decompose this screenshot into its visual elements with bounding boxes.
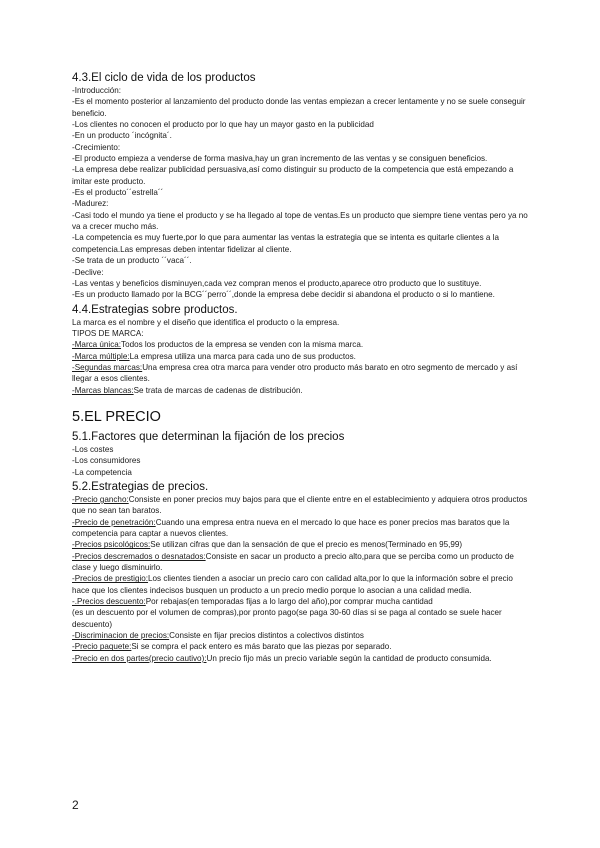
definition: Consiste en sacar un producto a precio alto,para que se perciba como un producto de clase y luego disminuirlo. [72, 551, 514, 573]
definition: Consiste en poner precios muy bajos para que el cliente entre en el establecimiento y adquiera otros productos que no sean tan baratos. [72, 494, 528, 516]
definition-item [72, 596, 532, 607]
definition: Se utilizan cifras que dan la sensación de que el precio es menos(Terminado en 95,99) [150, 540, 463, 550]
term: -Precio de penetración: [72, 517, 156, 527]
definition-item [72, 653, 532, 664]
text-line: -Crecimiento: [72, 142, 121, 152]
definition-item [72, 494, 532, 517]
term: -Marcas blancas: [72, 385, 134, 395]
paragraph: La marca es el nombre y el diseño que identifica el producto o la empresa. [72, 317, 340, 327]
definition-item [72, 539, 532, 550]
text-line: -En un producto ´incógnita´. [72, 131, 172, 141]
definition-item [72, 351, 532, 362]
definition: Por rebajas(en temporadas fijas a lo largo del año),por comprar mucha cantidad [145, 597, 433, 607]
text-line: -La competencia es muy fuerte,por lo que para aumentar las ventas la estrategia que se intenta es quitarle clientes a la competencia.Las empresas deben intentar fidelizar al cliente. [72, 233, 499, 254]
term: -Marca única: [72, 340, 122, 350]
text-line: -Casi todo el mundo ya tiene el producto y se ha llegado al tope de ventas.Es un producto que siempre tiene ventas pero ya no va a crecer mucho más. [72, 210, 528, 232]
chapter-title: 5.EL PRECIO [72, 408, 161, 425]
term: -Precio en dos partes(precio cautivo): [72, 653, 207, 663]
definition-item [72, 630, 532, 641]
text-line: -Las ventas y beneficios disminuyen,cada vez compran menos el producto,aparece otro producto que lo sustituye. [72, 278, 482, 288]
text-line: -La empresa debe realizar publicidad persuasiva,así como distinguir su producto de la competencia que está empezando a imitar este producto. [72, 165, 514, 186]
definition: Un precio fijo más un precio variable según la cantidad de producto consumida. [206, 653, 492, 663]
definition-item [72, 339, 532, 350]
definition: Una empresa crea otra marca para vender otro producto más barato en otro segmento de mercado y así llegar a esos clientes. [72, 362, 518, 384]
text-line: -Es el producto´´estrella´´ [72, 188, 164, 198]
text-line: -Es el momento posterior al lanzamiento del producto donde las ventas empiezan a crecer lentamente y no se suele conseguir beneficio. [72, 97, 526, 118]
definition: Se trata de marcas de cadenas de distribución. [133, 385, 303, 395]
term: -Precios psicológicos: [72, 540, 151, 550]
definition: Si se compra el pack entero es más barato que las piezas por separado. [131, 642, 392, 652]
text-line: -Introducción: [72, 86, 122, 95]
definition-item [72, 385, 532, 396]
term: -Precio gancho: [72, 494, 129, 504]
term: -Precios descremados o desnatados: [72, 551, 206, 561]
definition: Todos los productos de la empresa se venden con la misma marca. [121, 340, 364, 350]
section-heading: 4.3.El ciclo de vida de los productos [72, 72, 256, 84]
text-line: -Los consumidores [72, 456, 141, 466]
definition: Consiste en fijar precios distintos a colectivos distintos [169, 631, 364, 641]
text-line: -Se trata de un producto ´´vaca´´. [72, 256, 192, 266]
term: -Marca múltiple: [72, 351, 130, 361]
text-line: (es un descuento por el volumen de compras),por pronto pago(se paga 30-60 días si se paga al contado se suele hacer descuento) [72, 608, 502, 629]
text-line: -La competencia [72, 467, 132, 477]
definition-item [72, 517, 532, 540]
term: -Segundas marcas: [72, 362, 143, 372]
text-line: -Los costes [72, 444, 114, 454]
text-line: -Declive: [72, 267, 104, 277]
section-body [72, 444, 532, 478]
section-heading: 5.1.Factores que determinan la fijación de los precios [72, 430, 345, 443]
section-body [72, 85, 532, 301]
page-content [72, 71, 532, 664]
term: -Precios de prestigio: [72, 574, 149, 584]
definition-list [72, 339, 532, 396]
term: -.Precios descuento: [72, 597, 146, 607]
definition-item [72, 362, 532, 385]
definition-item [72, 551, 532, 574]
term: -Precio paquete: [72, 642, 132, 652]
definition: Cuando una empresa entra nueva en el mercado lo que hace es poner precios mas baratos que la competencia para captar a nuevos clientes. [72, 517, 510, 538]
definition: Los clientes tienden a asociar un precio caro con calidad alta,por lo que la información sobre el precio hace que los clientes indecisos busquen un producto a un precio medio porque lo asocian a una calidad media. [72, 574, 513, 595]
text-line: -El producto empieza a venderse de forma masiva,hay un gran incremento de las ventas y se consiguen beneficios. [72, 154, 488, 164]
definition-list [72, 494, 532, 664]
text-line: -Es un producto llamado por la BCG´´perro´´,donde la empresa debe decidir si abandona el producto o si lo mantiene. [72, 290, 495, 300]
page-number: 2 [72, 798, 79, 812]
section-heading: 5.2.Estrategias de precios. [72, 480, 209, 493]
definition: La empresa utiliza una marca para cada uno de sus productos. [129, 351, 356, 361]
section-heading: 4.4.Estrategias sobre productos. [72, 303, 238, 316]
definition-item [72, 573, 532, 596]
text-line: -Madurez: [72, 199, 109, 209]
definition-item [72, 641, 532, 652]
text-line: -Los clientes no conocen el producto por lo que hay un mayor gasto en la publicidad [72, 120, 374, 130]
term: -Discriminacion de precios: [72, 631, 170, 641]
list-heading: TIPOS DE MARCA: [72, 328, 144, 338]
